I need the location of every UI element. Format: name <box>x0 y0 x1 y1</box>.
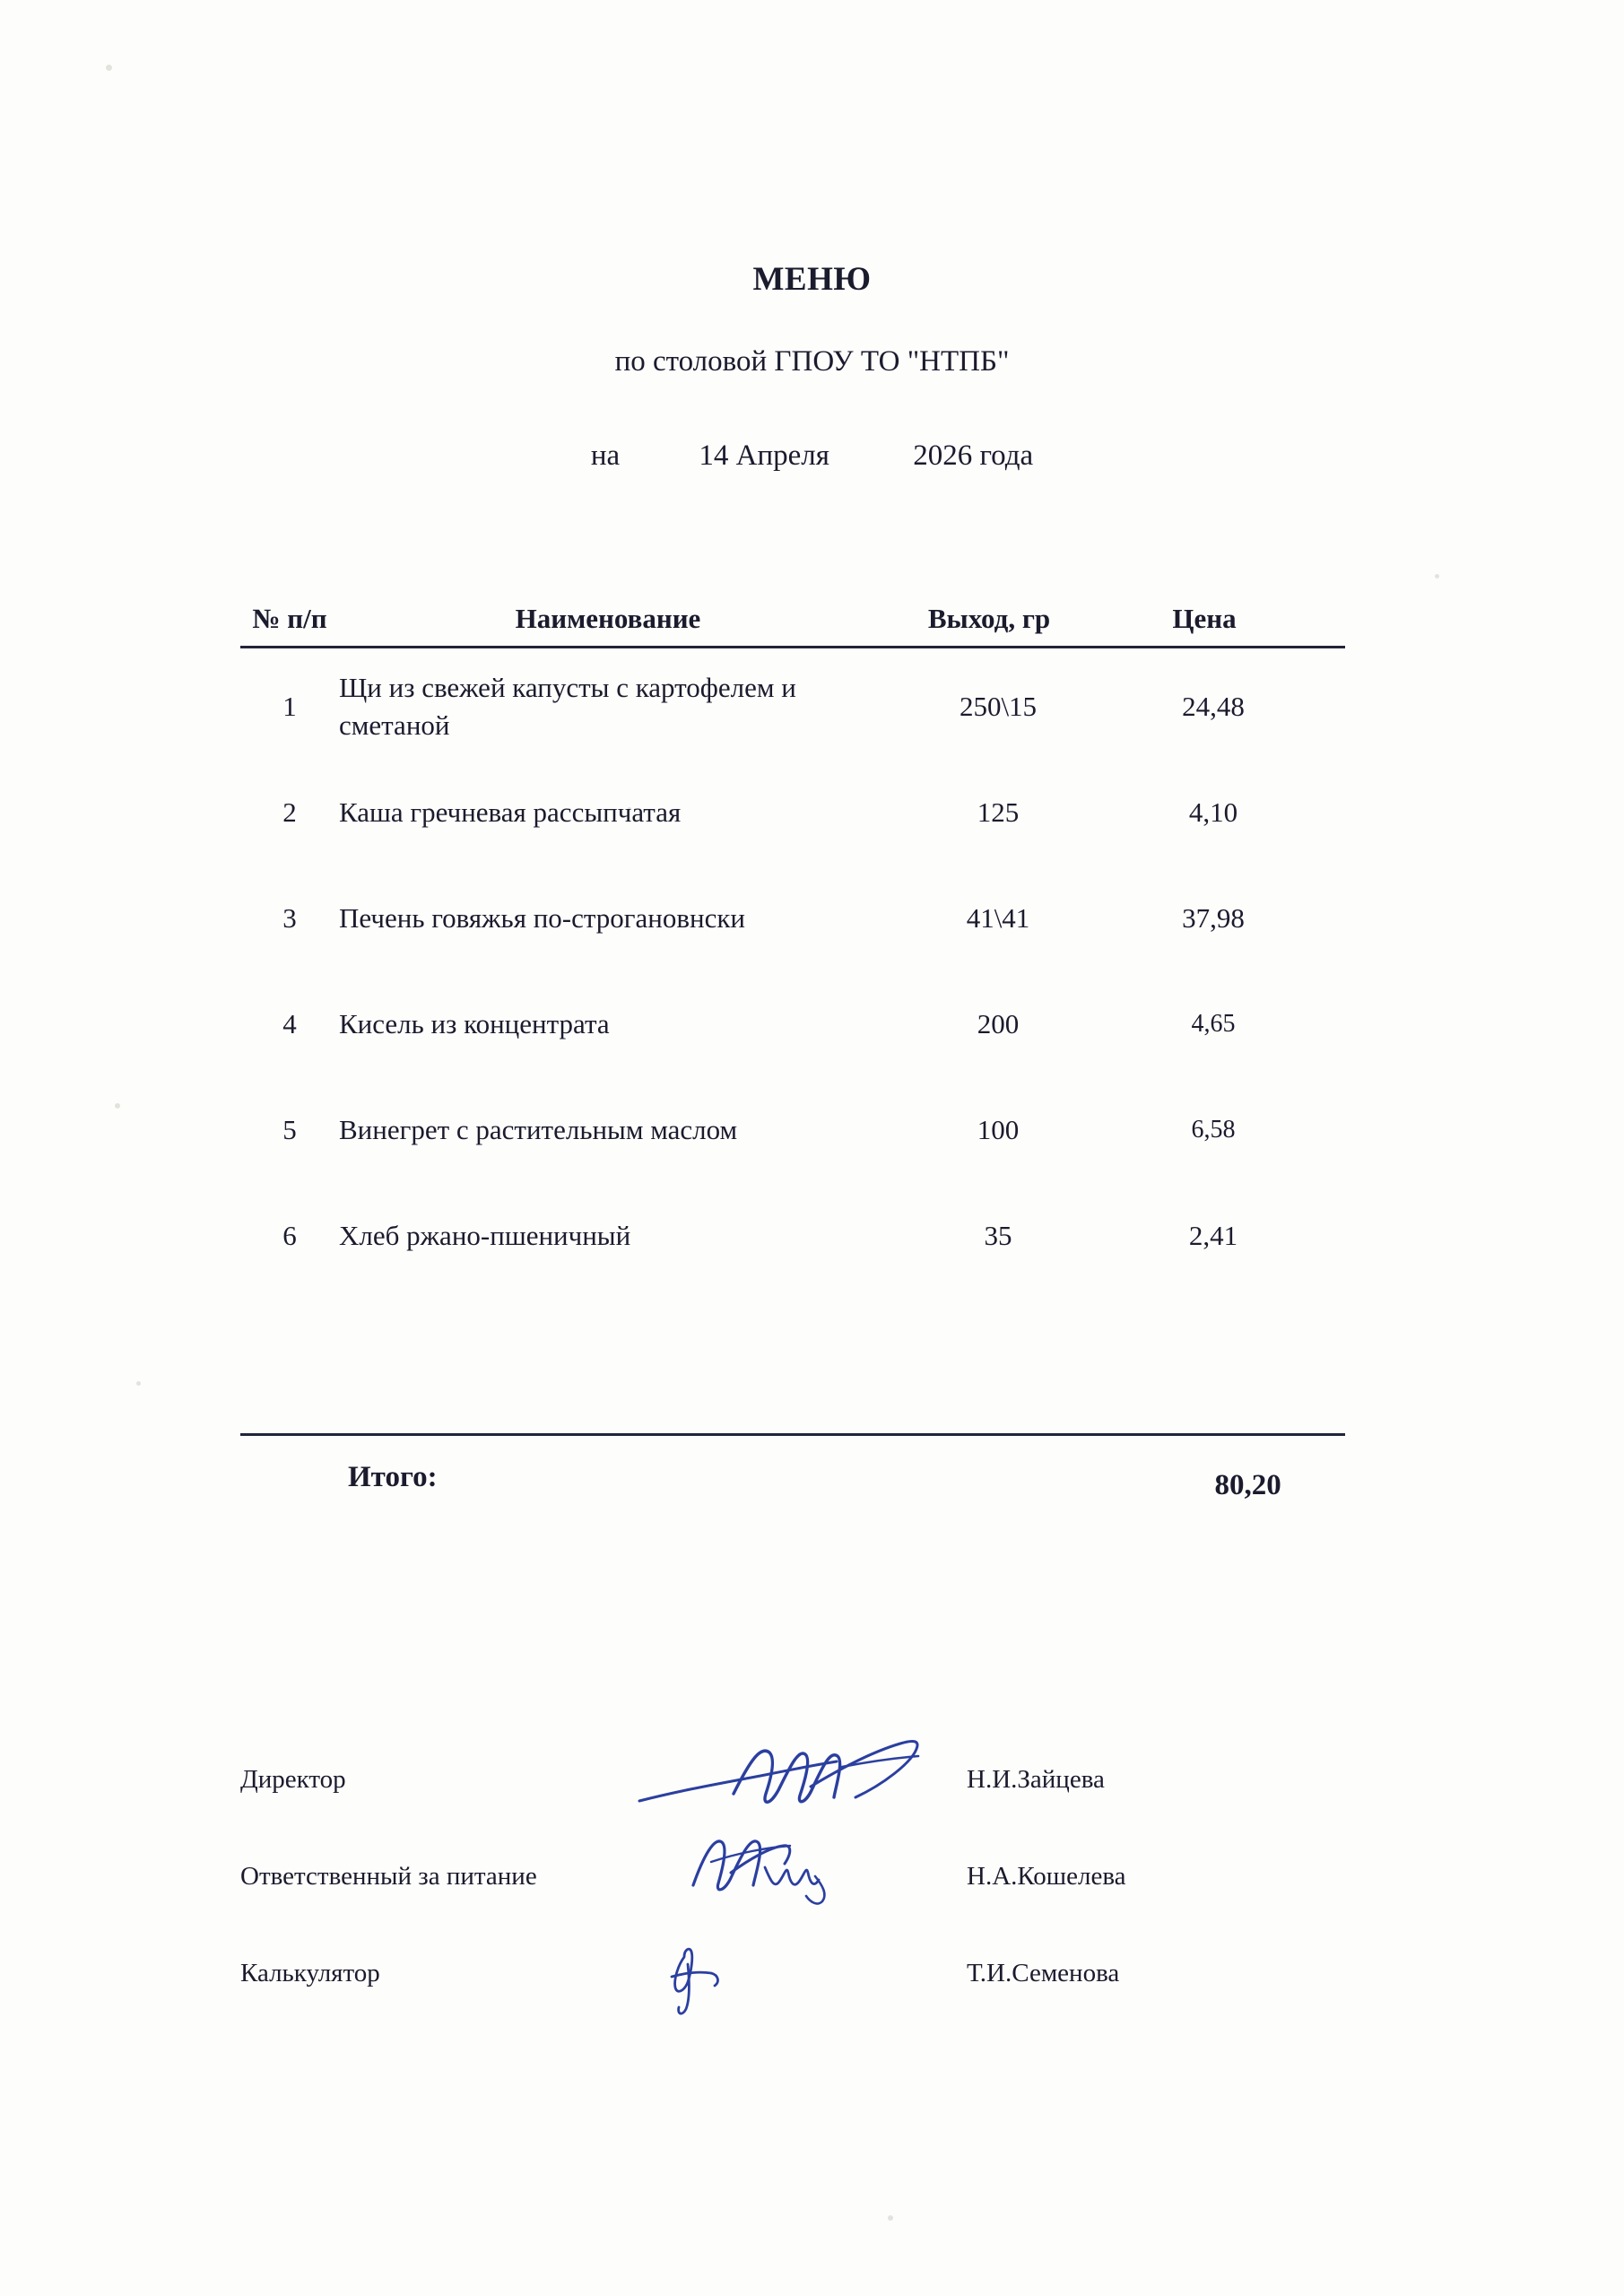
document-dateline <box>0 439 1624 473</box>
cell-name: Щи из свежей капусты с картофелем и сметаной <box>339 672 796 741</box>
signature-mark-calculator <box>635 1928 967 2018</box>
total-row <box>240 1453 1345 1502</box>
cell-num: 1 <box>282 691 297 722</box>
cell-output: 250\15 <box>959 691 1038 722</box>
cell-output: 125 <box>977 796 1020 828</box>
signature-role: Калькулятор <box>240 1958 380 1987</box>
dateline-year: 2026 года <box>913 439 1034 472</box>
signature-block <box>240 1731 1352 2022</box>
cell-name: Кисель из концентрата <box>339 1008 610 1040</box>
table-row <box>240 1183 1345 1289</box>
signature-row-director <box>240 1731 1352 1828</box>
cell-name: Каша гречневая рассыпчатая <box>339 796 682 829</box>
cell-output: 35 <box>984 1220 1012 1251</box>
cell-price: 4,10 <box>1188 796 1238 828</box>
total-value: 80,20 <box>1214 1469 1281 1501</box>
table-row <box>240 654 1345 760</box>
table-row <box>240 971 1345 1077</box>
table-row <box>240 865 1345 971</box>
document-subtitle: по столовой ГПОУ ТО "НТПБ" <box>614 345 1010 378</box>
signature-role: Директор <box>240 1764 346 1794</box>
header-num: № п/п <box>252 603 327 634</box>
cell-price: 6,58 <box>1191 1116 1236 1144</box>
cell-price: 4,65 <box>1191 1010 1236 1038</box>
cell-name: Печень говяжья по-строгановнски <box>339 902 745 935</box>
signature-name: Т.И.Семенова <box>967 1958 1120 1987</box>
dateline-day: 14 Апреля <box>699 439 829 472</box>
header-output: Выход, гр <box>927 603 1051 634</box>
table-header-row <box>240 603 1345 646</box>
signature-name: Н.А.Кошелева <box>967 1861 1126 1891</box>
cell-name: Хлеб ржано-пшеничный <box>339 1220 631 1252</box>
cell-num: 3 <box>282 902 297 934</box>
signature-mark-director <box>635 1735 967 1824</box>
cell-num: 6 <box>282 1220 297 1251</box>
signature-row-calculator <box>240 1925 1352 2022</box>
signature-name: Н.И.Зайцева <box>967 1764 1105 1794</box>
cell-output: 100 <box>977 1114 1020 1145</box>
total-divider <box>240 1433 1345 1436</box>
signature-mark-food-officer <box>635 1831 967 1921</box>
cell-price: 2,41 <box>1188 1220 1238 1251</box>
page-title: МЕНЮ <box>752 261 872 298</box>
menu-table <box>240 603 1345 1289</box>
total-label: Итого: <box>348 1461 438 1493</box>
cell-num: 2 <box>282 796 297 828</box>
header-name: Наименование <box>515 603 701 634</box>
cell-price: 37,98 <box>1182 902 1245 934</box>
signature-role: Ответственный за питание <box>240 1861 537 1891</box>
header-price: Цена <box>1172 603 1237 634</box>
cell-name: Винегрет с растительным маслом <box>339 1114 738 1146</box>
cell-output: 41\41 <box>966 902 1030 934</box>
table-row <box>240 760 1345 865</box>
cell-num: 4 <box>282 1008 297 1039</box>
dateline-prefix: на <box>590 439 621 472</box>
table-body <box>240 648 1345 1289</box>
signature-row-food-officer <box>240 1828 1352 1925</box>
cell-price: 24,48 <box>1182 691 1245 722</box>
table-row <box>240 1077 1345 1183</box>
cell-num: 5 <box>282 1114 297 1145</box>
cell-output: 200 <box>977 1008 1020 1039</box>
